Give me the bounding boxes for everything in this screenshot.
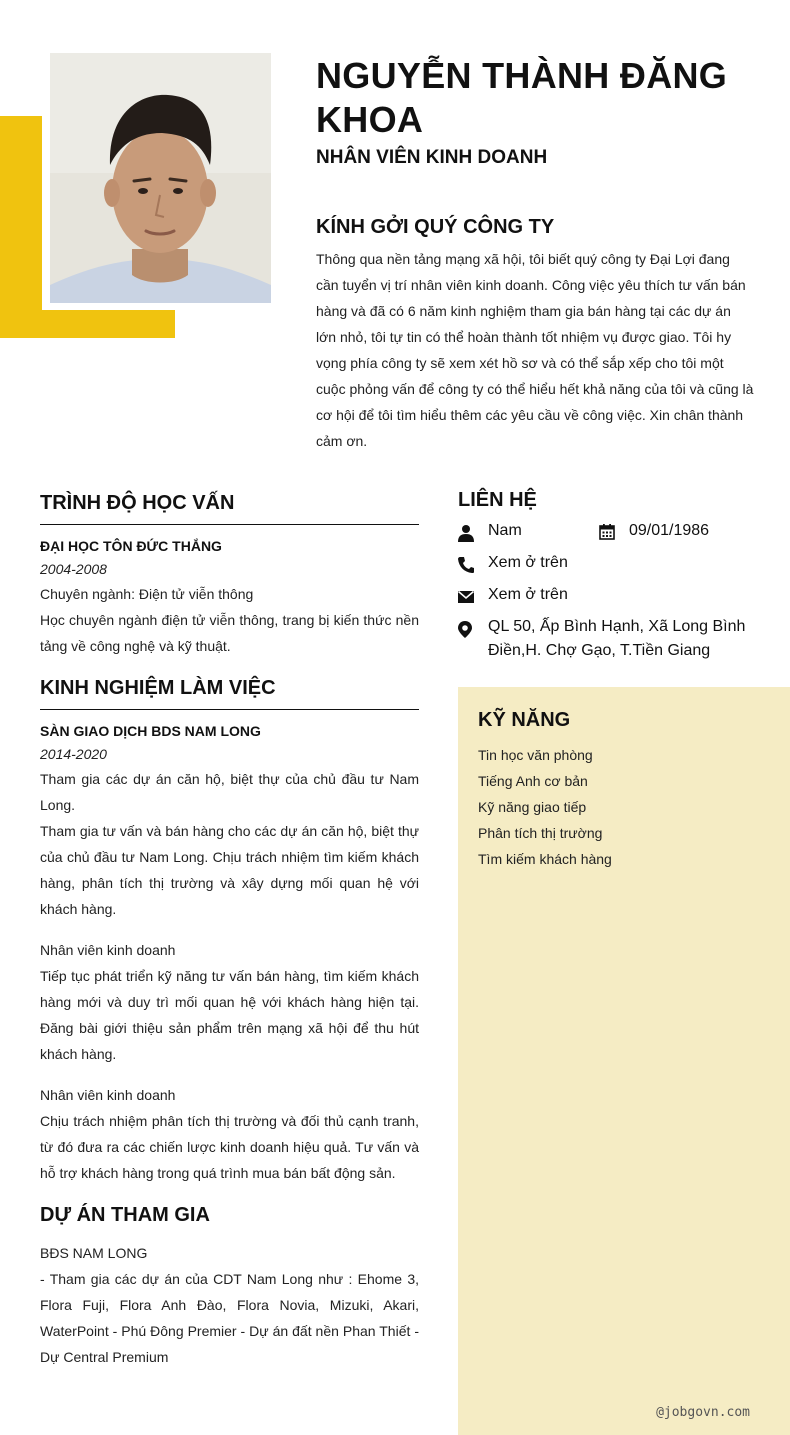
experience-role-3: Nhân viên kinh doanh: [40, 1087, 176, 1103]
experience-desc-3: Tiếp tục phát triển kỹ năng tư vấn bán hàng, tìm kiếm khách hàng mới và duy trì mối quan hệ với khách hàng hiện tại. Đăng bài giới thiệu sản phẩm trên mạng xã hội để thu hút khách hàng.: [40, 968, 419, 1062]
contact-address: QL 50, Ấp Bình Hạnh, Xã Long Bình Điền,H. Chợ Gạo, T.Tiền Giang: [488, 618, 746, 659]
experience-desc-1: Tham gia các dự án căn hộ, biệt thự của chủ đầu tư Nam Long.: [40, 771, 419, 813]
experience-years: 2014-2020: [40, 746, 107, 762]
profile-photo: [50, 53, 271, 303]
experience-role-2: Nhân viên kinh doanh: [40, 942, 176, 958]
skills-heading: KỸ NĂNG: [478, 709, 571, 731]
skills-panel: [458, 687, 790, 1435]
education-description: Học chuyên ngành điện tử viễn thông, trang bị kiến thức nền tảng về công nghệ và kỹ thuật.: [40, 612, 419, 654]
skill-item: Phân tích thị trường: [478, 825, 603, 841]
contact-email: Xem ở trên: [488, 586, 568, 603]
education-major: Chuyên ngành: Điện tử viễn thông: [40, 586, 254, 602]
education-years: 2004-2008: [40, 561, 107, 577]
skill-item: Kỹ năng giao tiếp: [478, 799, 587, 815]
intro-text: Thông qua nền tảng mạng xã hội, tôi biết quý công ty Đại Lợi đang cần tuyển vị trí nhân viên kinh doanh. Công việc yêu thích tư vấn bán hàng và đã có 6 năm kinh nghiệm tham gia bán hàng tại các dự án lớn nhỏ, tôi tự tin có thể hoàn thành tốt nhiệm vụ được giao. Tôi hy vọng phía công ty sẽ xem xét hồ sơ và có thể sắp xếp cho tôi một cuộc phỏng vấn để công ty có thể hiểu hết khả năng của tôi và cũng là cơ hội để tôi tìm hiểu thêm các yêu cầu về công việc. Xin chân thành cảm ơn.: [316, 251, 754, 449]
job-title: NHÂN VIÊN KINH DOANH: [316, 147, 548, 168]
education-heading: TRÌNH ĐỘ HỌC VẤN: [40, 492, 235, 514]
projects-description: - Tham gia các dự án của CDT Nam Long như : Ehome 3, Flora Fuji, Flora Anh Đào, Flora Novia, Mizuki, Akari, WaterPoint - Phú Đông Premier - Dự án đất nền Phan Thiết - Dự Central Premium: [40, 1271, 419, 1365]
email-icon: [457, 588, 475, 606]
experience-desc-2: Tham gia tư vấn và bán hàng cho các dự án căn hộ, biệt thự của chủ đầu tư Nam Long. Chịu trách nhiệm tìm kiếm khách hàng, phân tích thị trường và xây dựng mối quan hệ với khách hàng.: [40, 823, 419, 917]
intro-heading: KÍNH GỞI QUÝ CÔNG TY: [316, 216, 555, 238]
experience-desc-4: Chịu trách nhiệm phân tích thị trường và đối thủ cạnh tranh, từ đó đưa ra các chiến lược kinh doanh hiệu quả. Tư vấn và hỗ trợ khách hàng trong quá trình mua bán bất động sản.: [40, 1113, 419, 1181]
contact-heading: LIÊN HỆ: [458, 489, 537, 511]
location-pin-icon: [456, 620, 474, 638]
user-icon: [457, 524, 475, 542]
contact-phone: Xem ở trên: [488, 554, 568, 571]
phone-icon: [457, 556, 475, 574]
skill-item: Tin học văn phòng: [478, 747, 593, 763]
contact-gender: Nam: [488, 522, 522, 539]
education-divider: [40, 524, 419, 525]
projects-company: BĐS NAM LONG: [40, 1245, 148, 1261]
experience-divider: [40, 709, 419, 710]
education-school: ĐẠI HỌC TÔN ĐỨC THẮNG: [40, 538, 222, 554]
accent-bar-vertical: [0, 116, 42, 338]
contact-birthdate: 09/01/1986: [629, 522, 710, 539]
projects-heading: DỰ ÁN THAM GIA: [40, 1204, 210, 1226]
candidate-name: NGUYỄN THÀNH ĐĂNG KHOA: [316, 55, 728, 140]
calendar-icon: [598, 523, 616, 541]
skill-item: Tìm kiếm khách hàng: [478, 851, 612, 867]
experience-company: SÀN GIAO DỊCH BDS NAM LONG: [40, 723, 261, 739]
watermark: @jobgovn.com: [656, 1405, 750, 1420]
experience-heading: KINH NGHIỆM LÀM VIỆC: [40, 677, 276, 699]
accent-bar-horizontal: [0, 310, 175, 338]
skill-item: Tiếng Anh cơ bản: [478, 773, 588, 789]
